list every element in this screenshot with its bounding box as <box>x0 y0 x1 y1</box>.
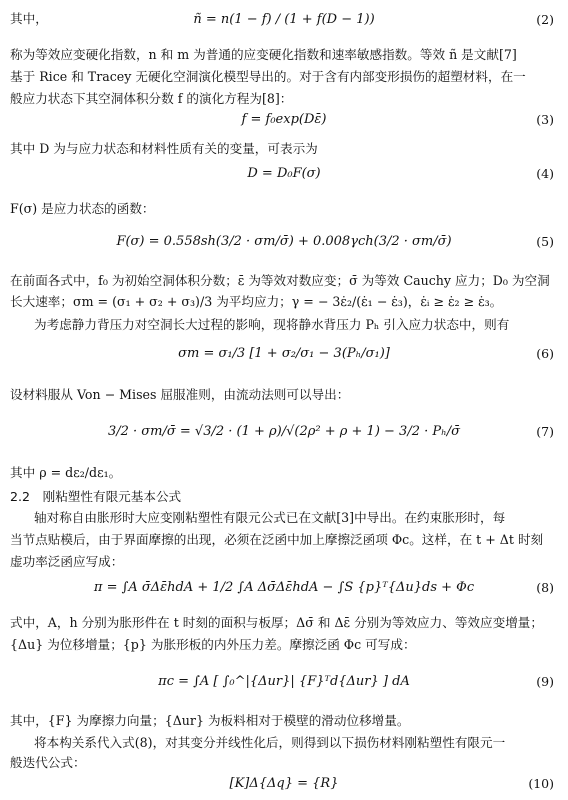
equation-2: ñ = n(1 − f) / (1 + f(D − 1)) <box>193 12 375 27</box>
equation-number-4: (4) <box>536 166 554 181</box>
equation-3: f = f₀exp(Dε̄) <box>241 112 327 127</box>
section-heading: 2.2 刚粘塑性有限元基本公式 <box>10 489 182 504</box>
paragraph-line: 称为等效应变硬化指数，n 和 m 为普通的应变硬化指数和速率敏感指数。等效 ñ 是文献[7] <box>10 47 517 62</box>
paragraph-line: 设材料服从 Von − Mises 屈服准则，由流动法则可以导出： <box>10 387 350 402</box>
equation-10: [K]Δ{Δq} = {R} <box>229 776 339 791</box>
equation-number-5: (5) <box>536 234 554 249</box>
paragraph-line: 虚功率泛函应写成： <box>10 554 124 569</box>
equation-number-7: (7) <box>536 424 554 439</box>
paragraph-line: 当节点贴模后，由于界面摩擦的出现，必须在泛函中加上摩擦泛函项 Φc。这样，在 t + Δt 时刻 <box>10 532 544 547</box>
equation-6: σm = σ₁/3 [1 + σ₂/σ₁ − 3(Pₕ/σ₁)] <box>178 346 390 361</box>
equation-number-10: (10) <box>528 776 554 791</box>
paragraph-line: 基于 Rice 和 Tracey 无硬化空洞演化模型导出的。对于含有内部变形损伤的超塑材料，在一 <box>10 69 526 84</box>
equation-4: D = D₀F(σ) <box>247 166 321 181</box>
intro-text: 其中， <box>10 11 48 26</box>
equation-8: π = ∫A σ̄Δε̄hdA + 1/2 ∫A Δσ̄Δε̄hdA − ∫S {p}ᵀ{Δu}ds + Φc <box>93 580 475 595</box>
paragraph-line: 在前面各式中，f₀ 为初始空洞体积分数；ε̄ 为等效对数应变；σ̄ 为等效 Cauchy 应力；D₀ 为空洞 <box>10 273 550 288</box>
equation-number-2: (2) <box>536 12 554 27</box>
paragraph-line: 般应力状态下其空洞体积分数 f 的演化方程为[8]： <box>10 91 293 106</box>
equation-number-8: (8) <box>536 580 554 595</box>
paragraph-line: 其中，{F} 为摩擦力向量；{Δur} 为板料相对于模壁的滑动位移增量。 <box>10 713 410 728</box>
paragraph-line: 其中 ρ = dε₂/dε₁。 <box>10 465 122 480</box>
equation-9: πc = ∫A [ ∫₀^|{Δur}| {F}ᵀd{Δur} ] dA <box>158 674 410 689</box>
equation-number-3: (3) <box>536 112 554 127</box>
equation-5: F(σ) = 0.558sh(3/2 · σm/σ̄) + 0.008γch(3/2 · σm/σ̄) <box>116 234 452 249</box>
paragraph-line: 为考虑静力背压力对空洞长大过程的影响，现将静水背压力 Pₕ 引入应力状态中，则有 <box>34 317 510 332</box>
paragraph-line: 般迭代公式： <box>10 755 86 770</box>
paragraph-line: 式中，A，h 分别为胀形件在 t 时刻的面积与板厚；Δσ̄ 和 Δε̄ 分别为等效应力、等效应变增量； <box>10 615 543 630</box>
paragraph-line: 其中 D 为与应力状态和材料性质有关的变量，可表示为 <box>10 141 318 156</box>
paragraph-line: 将本构关系代入式(8)，对其变分并线性化后，则得到以下损伤材料刚粘塑性有限元一 <box>34 735 506 750</box>
paragraph-line: 长大速率；σm = (σ₁ + σ₂ + σ₃)/3 为平均应力；γ = − 3ε̇₂/(ε̇₁ − ε̇₃)，ε̇ᵢ ≥ ε̇₂ ≥ ε̇₃。 <box>10 294 503 309</box>
paragraph-line: {Δu} 为位移增量；{p} 为胀形板的内外压力差。摩擦泛函 Φc 可写成： <box>10 637 416 652</box>
equation-number-9: (9) <box>536 674 554 689</box>
paragraph-line: 轴对称自由胀形时大应变刚粘塑性有限元公式已在文献[3]中导出。在约束胀形时，每 <box>34 510 506 525</box>
equation-7: 3/2 · σm/σ̄ = √3/2 · (1 + ρ)/√(2ρ² + ρ + 1) − 3/2 · Pₕ/σ̄ <box>107 424 460 439</box>
paragraph-line: F(σ) 是应力状态的函数： <box>10 201 155 216</box>
equation-number-6: (6) <box>536 346 554 361</box>
